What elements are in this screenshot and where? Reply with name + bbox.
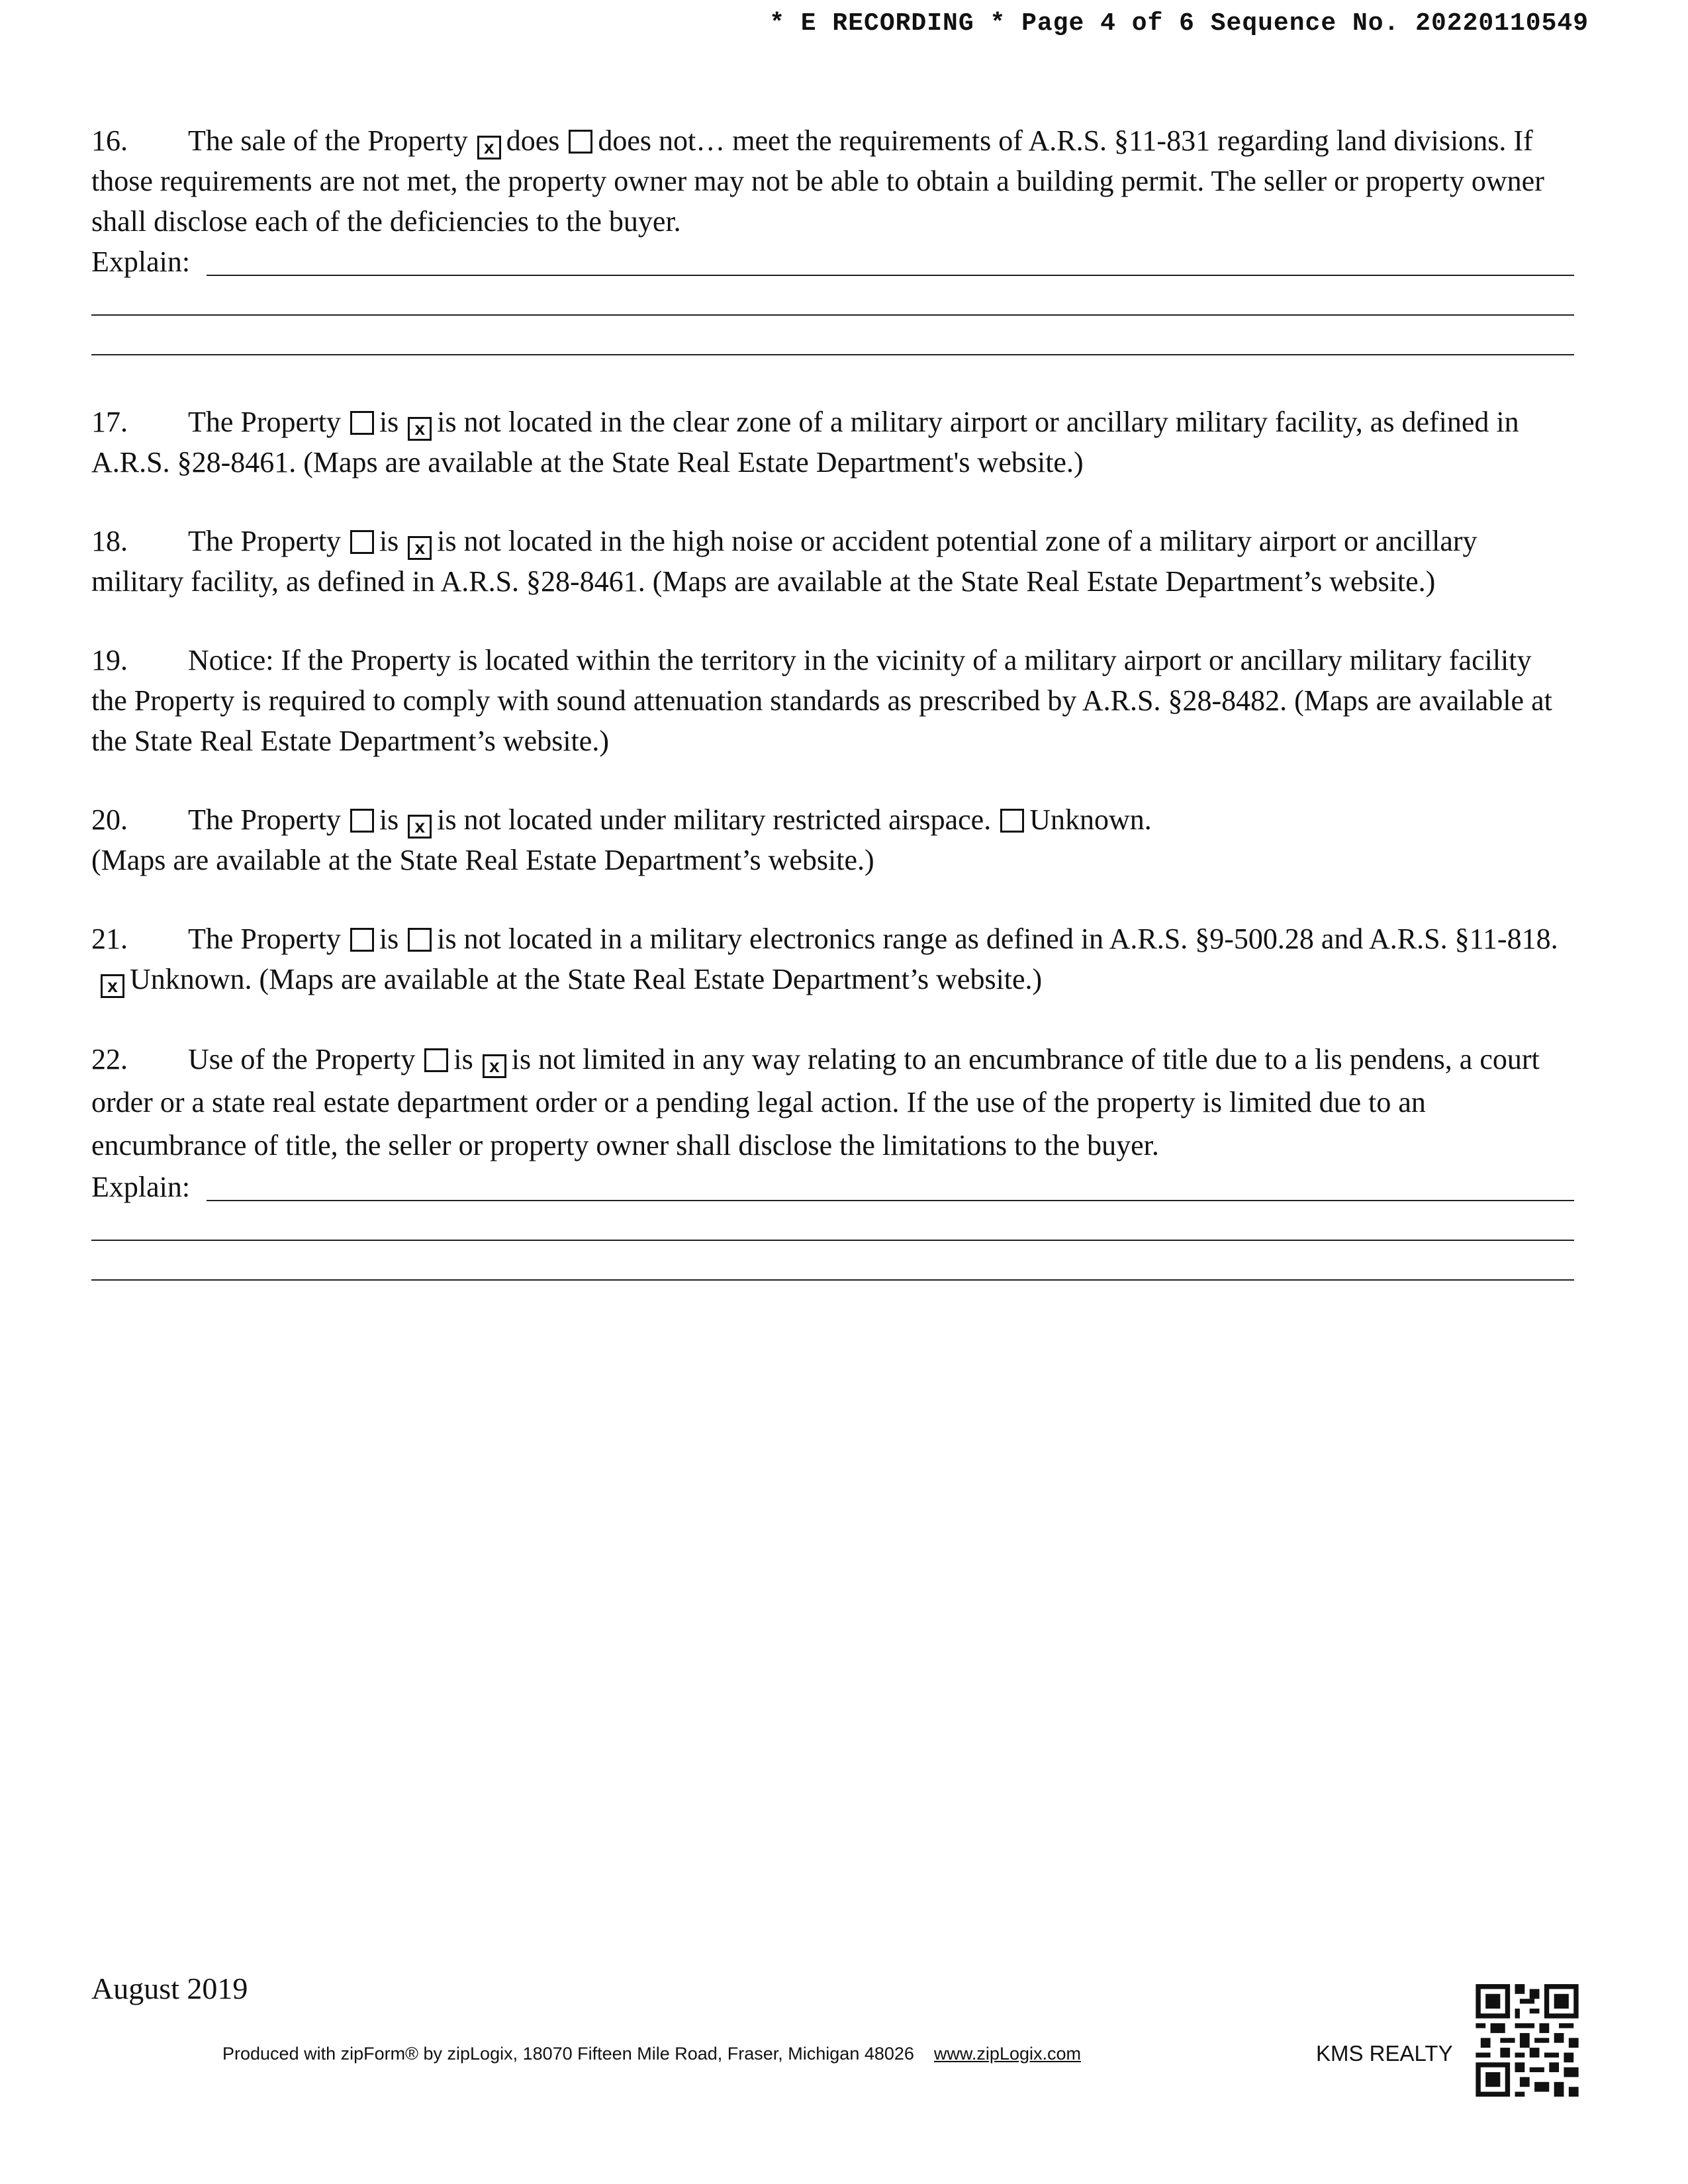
item-lead: Use of the Property	[188, 1043, 416, 1075]
item-lead: The Property	[188, 406, 341, 438]
option-label: Unknown.	[1029, 803, 1152, 836]
is-checkbox[interactable]	[350, 928, 374, 952]
produced-by	[222, 2044, 1081, 2064]
qr-code-icon	[1475, 1984, 1579, 2097]
is-checkbox[interactable]	[350, 411, 374, 435]
option-label: is	[453, 1043, 473, 1075]
unknown-checkbox[interactable]: x	[101, 974, 124, 998]
option-text: is not limited in any way relating to an encumbrance of title due to a lis pendens, a court order or a state real estate department order or a pending legal action. If the use of the property is limited due to an encumbrance of title, the seller or property owner shall disclose the limitations to the buyer.	[91, 1043, 1540, 1161]
explain-line[interactable]	[207, 1200, 1574, 1201]
item-number: 18.	[91, 525, 128, 557]
item-number: 21.	[91, 923, 128, 955]
item-number: 22.	[91, 1043, 128, 1075]
unknown-checkbox[interactable]	[1000, 809, 1024, 833]
explain-label: Explain:	[91, 1171, 191, 1203]
option-text: does not… meet the requirements of A.R.S. §11-831 regarding land divisions. If those requirements are not met, the property owner may not be able to obtain a building permit. The seller or property owner shall disclose each of the deficiencies to the buyer.	[91, 124, 1544, 238]
item-text: Notice: If the Property is located within the territory in the vicinity of a military airport or ancillary military facility the Property is required to comply with sound attenuation standards as prescribed by A.R.S. §28-8482. (Maps are available at the State Real Estate Department’s website.)	[91, 644, 1552, 757]
item-17	[91, 402, 1574, 482]
is-checkbox[interactable]	[350, 809, 374, 833]
does-not-checkbox[interactable]	[569, 130, 592, 154]
brokerage-name: KMS REALTY	[1316, 2041, 1453, 2066]
option-label: is	[379, 406, 399, 438]
item-number: 19.	[91, 644, 128, 676]
item-tail: (Maps are available at the State Real Estate Department’s website.)	[91, 844, 874, 876]
explain-line[interactable]	[91, 354, 1574, 355]
is-checkbox[interactable]	[350, 530, 374, 554]
option-text: is not located in a military electronics range as defined in A.R.S. §9-500.28 and A.R.S. §11-818.	[437, 923, 1558, 955]
item-number: 16.	[91, 124, 128, 157]
item-lead: The Property	[188, 525, 341, 557]
does-checkbox[interactable]: x	[477, 136, 501, 159]
explain-section-22	[91, 1167, 1574, 1288]
item-16	[91, 120, 1574, 242]
option-label: does	[506, 124, 560, 157]
explain-label: Explain:	[91, 246, 191, 278]
explain-line[interactable]	[207, 275, 1574, 276]
option-label: is	[379, 525, 399, 557]
option-text: Unknown. (Maps are available at the State Real Estate Department’s website.)	[130, 963, 1043, 995]
item-number: 17.	[91, 406, 128, 438]
option-text: is not located in the high noise or accident potential zone of a military airport or ancillary military facility, as defined in A.R.S. §28-8461. (Maps are available at the State Real Estate Department’s website.)	[91, 525, 1477, 598]
item-22	[91, 1038, 1574, 1167]
is-not-checkbox[interactable]: x	[408, 536, 432, 560]
option-label: is	[379, 923, 399, 955]
is-not-checkbox[interactable]: x	[408, 417, 432, 441]
ziplogix-link[interactable]: www.zipLogix.com	[933, 2044, 1081, 2064]
explain-line[interactable]	[91, 1279, 1574, 1281]
produced-text: Produced with zipForm® by zipLogix, 18070 Fifteen Mile Road, Fraser, Michigan 48026	[222, 2044, 914, 2064]
explain-section-16	[91, 242, 1574, 363]
revision-date: August 2019	[91, 1972, 248, 2005]
option-text: is not located in the clear zone of a military airport or ancillary military facility, as defined in A.R.S. §28-8461. (Maps are available at the State Real Estate Department's website.)	[91, 406, 1519, 478]
item-21	[91, 919, 1574, 999]
item-18	[91, 521, 1574, 602]
is-not-checkbox[interactable]: x	[408, 815, 432, 839]
item-lead: The Property	[188, 803, 341, 836]
option-text: is not located under military restricted airspace.	[437, 803, 992, 836]
item-number: 20.	[91, 803, 128, 836]
is-checkbox[interactable]	[424, 1048, 448, 1072]
form-body	[91, 120, 1574, 1288]
item-19	[91, 640, 1574, 761]
item-20	[91, 799, 1574, 880]
item-lead: The sale of the Property	[188, 124, 468, 157]
option-label: is	[379, 803, 399, 836]
explain-line[interactable]	[91, 314, 1574, 316]
explain-line[interactable]	[91, 1240, 1574, 1241]
is-not-checkbox[interactable]: x	[483, 1054, 506, 1078]
is-not-checkbox[interactable]	[408, 928, 432, 952]
recording-header: * E RECORDING * Page 4 of 6 Sequence No. 20220110549	[769, 9, 1589, 38]
item-lead: The Property	[188, 923, 341, 955]
